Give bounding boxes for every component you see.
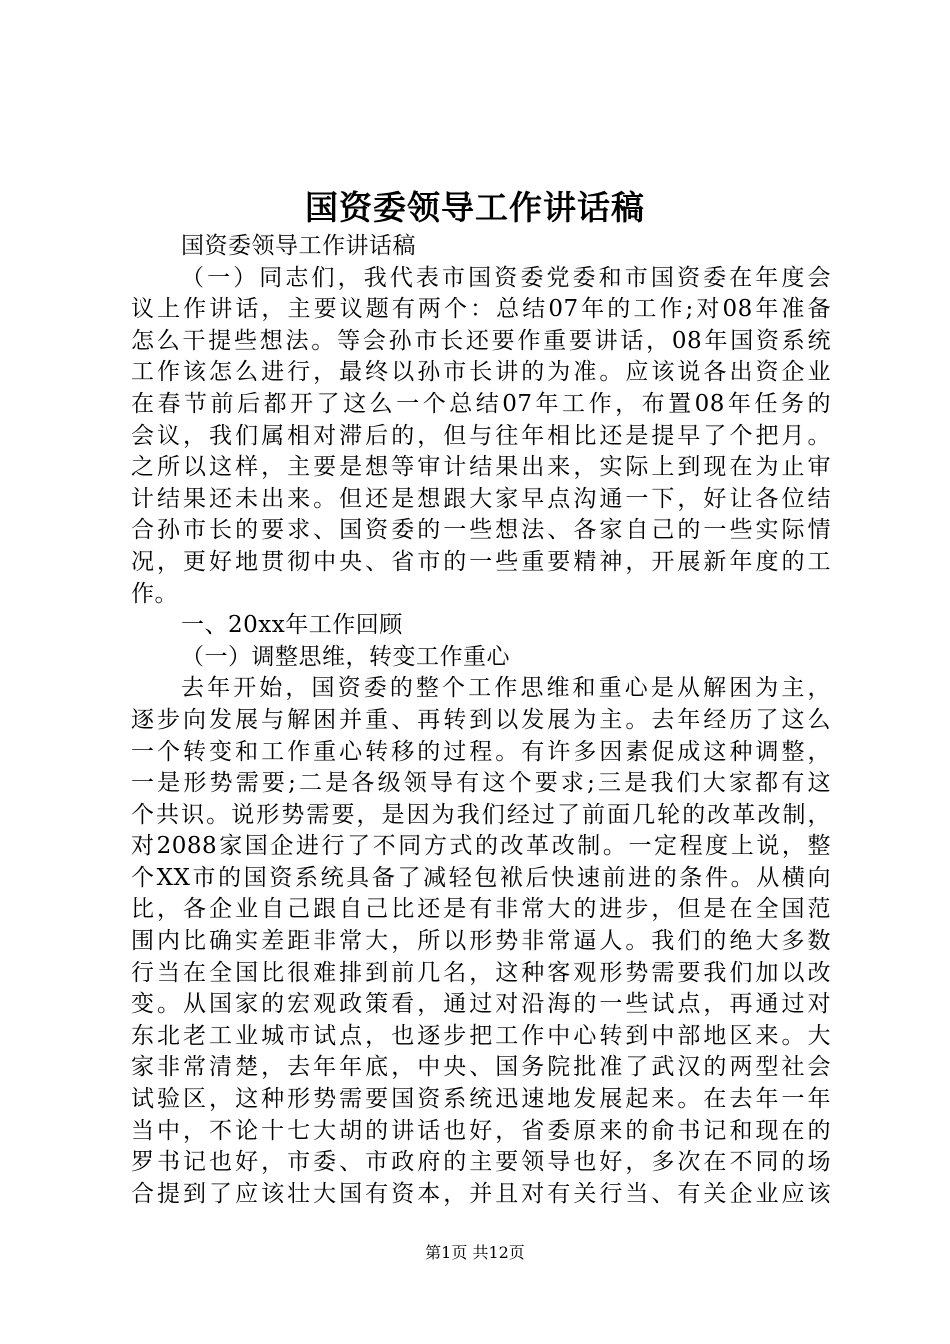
body-line: 计结果还未出来。但还是想跟大家早点沟通一下，好让各位结	[131, 485, 831, 512]
body-line: 围内比确实差距非常大，所以形势非常逼人。我们的绝大多数	[131, 928, 831, 955]
body-line: 议上作讲话，主要议题有两个：总结07年的工作;对08年准备	[131, 296, 831, 323]
body-line: 作。	[131, 580, 178, 607]
body-line: 一、20xx年工作回顾	[181, 612, 403, 639]
body-line: 合提到了应该壮大国有资本，并且对有关行当、有关企业应该	[131, 1180, 831, 1207]
body-line: （一）调整思维，转变工作重心	[181, 643, 510, 670]
body-line: 工作该怎么进行，最终以孙市长讲的为准。应该说各出资企业	[131, 359, 831, 386]
body-line: 当中，不论十七大胡的讲话也好，省委原来的俞书记和现在的	[131, 1117, 831, 1144]
body-line: 逐步向发展与解困并重、再转到以发展为主。去年经历了这么	[131, 706, 831, 733]
body-line: 家非常清楚，去年年底，中央、国务院批准了武汉的两型社会	[131, 1054, 831, 1081]
body-line: 罗书记也好，市委、市政府的主要领导也好，多次在不同的场	[131, 1149, 831, 1176]
body-line: 怎么干提些想法。等会孙市长还要作重要讲话，08年国资系统	[131, 327, 831, 354]
body-line: 合孙市长的要求、国资委的一些想法、各家自己的一些实际情	[131, 517, 831, 544]
body-line: 东北老工业城市试点，也逐步把工作中心转到中部地区来。大	[131, 1022, 831, 1049]
body-line: 之所以这样，主要是想等审计结果出来，实际上到现在为止审	[131, 454, 831, 481]
body-line: 变。从国家的宏观政策看，通过对沿海的一些试点，再通过对	[131, 991, 831, 1018]
body-line: 国资委领导工作讲话稿	[181, 233, 416, 259]
body-line: （一）同志们，我代表市国资委党委和市国资委在年度会	[181, 264, 831, 291]
body-line: 一是形势需要;二是各级领导有这个要求;三是我们大家都有这	[131, 770, 831, 797]
body-line: 在春节前后都开了这么一个总结07年工作，布置08年任务的	[131, 390, 831, 417]
body-line: 个XX市的国资系统具备了减轻包袱后快速前进的条件。从横向	[131, 864, 831, 891]
document-body	[131, 231, 831, 1210]
body-line: 试验区，这种形势需要国资系统迅速地发展起来。在去年一年	[131, 1086, 831, 1113]
page-footer: 第1页 共12页	[425, 1243, 525, 1262]
body-line: 对2088家国企进行了不同方式的改革改制。一定程度上说，整	[131, 833, 831, 860]
body-line: 去年开始，国资委的整个工作思维和重心是从解困为主，	[181, 675, 831, 702]
document-title: 国资委领导工作讲话稿	[305, 188, 645, 227]
body-line: 会议，我们属相对滞后的，但与往年相比还是提早了个把月。	[131, 422, 831, 449]
body-line: 行当在全国比很难排到前几名，这种客观形势需要我们加以改	[131, 959, 831, 986]
body-line: 比，各企业自己跟自己比还是有非常大的进步，但是在全国范	[131, 896, 831, 923]
body-line: 况，更好地贯彻中央、省市的一些重要精神，开展新年度的工	[131, 548, 831, 575]
body-line: 个共识。说形势需要，是因为我们经过了前面几轮的改革改制，	[131, 801, 831, 828]
body-line: 一个转变和工作重心转移的过程。有许多因素促成这种调整，	[131, 738, 831, 765]
